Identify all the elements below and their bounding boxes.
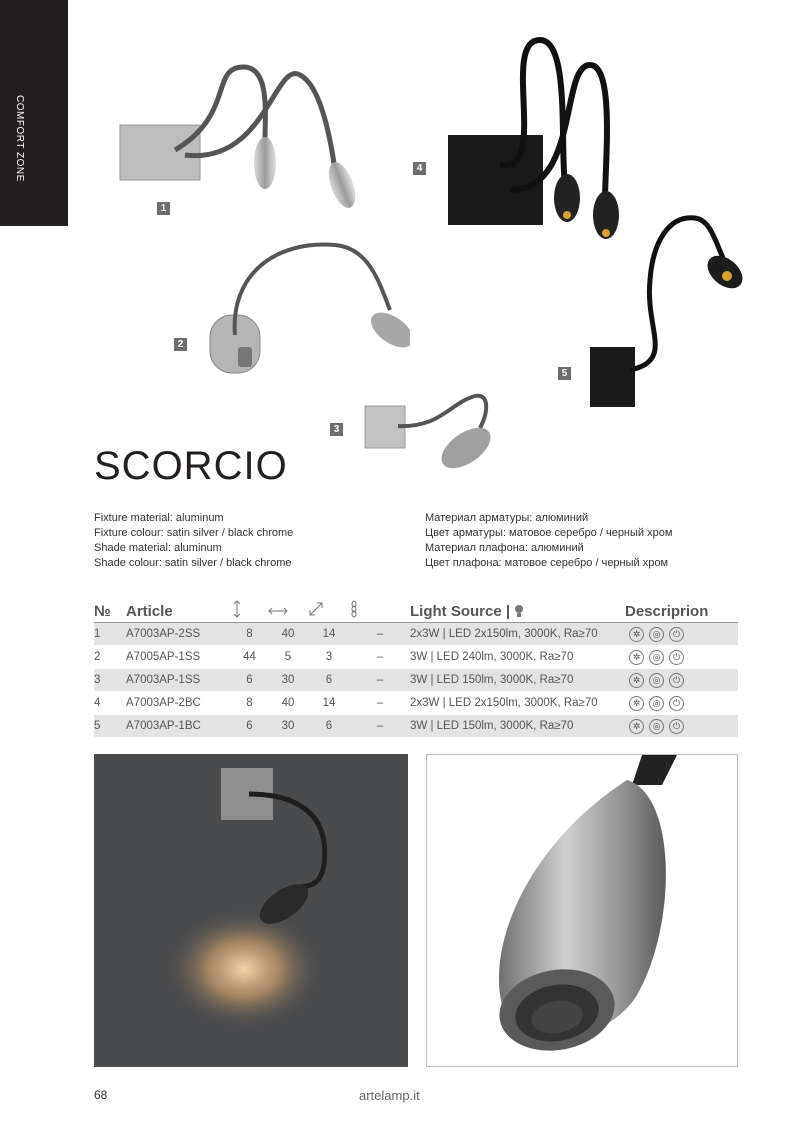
table-row (94, 715, 738, 738)
chain-cell: – (350, 715, 410, 738)
description-icons (625, 692, 738, 715)
table-row (94, 669, 738, 692)
row-number: 1 (94, 623, 126, 646)
product-image-3 (360, 388, 495, 478)
depth-cell: 3 (308, 646, 350, 669)
description-icons (625, 646, 738, 669)
spec-line: Цвет арматуры: матовое серебро / черный хром (425, 527, 673, 539)
depth-cell: 14 (308, 623, 350, 646)
side-tab-label: COMFORT ZONE (14, 95, 25, 182)
led-icon: ✲ (629, 650, 644, 665)
width-cell: 40 (268, 692, 308, 715)
table-row (94, 646, 738, 669)
height-cell: 6 (231, 669, 268, 692)
depth-cell: 6 (308, 669, 350, 692)
width-icon (268, 600, 308, 623)
col-light-source-header: Light Source | (410, 600, 625, 623)
figure-number-3: 3 (330, 423, 343, 436)
led-icon: ✲ (629, 719, 644, 734)
light-source-cell: 2x3W | LED 2x150lm, 3000K, Ra≥70 (410, 692, 625, 715)
chain-icon (350, 600, 410, 623)
description-icons (625, 715, 738, 738)
table-row (94, 623, 738, 646)
power-switch-icon: ⏻ (669, 627, 684, 642)
led-icon: ✲ (629, 696, 644, 711)
figure-number-2: 2 (174, 338, 187, 351)
height-cell: 6 (231, 715, 268, 738)
power-switch-icon: ⏻ (669, 650, 684, 665)
table-row (94, 692, 738, 715)
height-cell: 8 (231, 623, 268, 646)
spec-line: Цвет плафона: матовое серебро / черный хром (425, 557, 669, 569)
width-cell: 5 (268, 646, 308, 669)
height-icon (231, 600, 268, 623)
spec-line: Shade material: aluminum (94, 542, 222, 554)
col-article-header: Article (126, 600, 231, 623)
light-source-cell: 3W | LED 240lm, 3000K, Ra≥70 (410, 646, 625, 669)
description-icons (625, 669, 738, 692)
chain-cell: – (350, 623, 410, 646)
width-cell: 30 (268, 715, 308, 738)
shade-closeup-photo (426, 754, 738, 1067)
figure-number-4: 4 (413, 162, 426, 175)
figure-number-5: 5 (558, 367, 571, 380)
ambient-photo (94, 754, 408, 1067)
side-tab (0, 0, 68, 226)
article-cell: A7003AP-2BC (126, 692, 231, 715)
power-switch-icon: ⏻ (669, 719, 684, 734)
table-header (94, 600, 738, 623)
product-image-2 (205, 235, 410, 375)
row-number: 3 (94, 669, 126, 692)
bulb-icon (514, 604, 524, 618)
depth-cell: 6 (308, 715, 350, 738)
depth-cell: 14 (308, 692, 350, 715)
rotate-icon: ◎ (649, 696, 664, 711)
row-number: 5 (94, 715, 126, 738)
power-switch-icon: ⏻ (669, 696, 684, 711)
width-cell: 30 (268, 669, 308, 692)
rotate-icon: ◎ (649, 650, 664, 665)
chain-cell: – (350, 669, 410, 692)
spec-line: Fixture colour: satin silver / black chrome (94, 527, 294, 539)
specs-english (94, 511, 293, 571)
product-image-5 (585, 210, 745, 410)
product-title: SCORCIO (94, 444, 288, 488)
spec-line: Shade colour: satin silver / black chrome (94, 557, 292, 569)
article-cell: A7005AP-1SS (126, 646, 231, 669)
light-source-cell: 2x3W | LED 2x150lm, 3000K, Ra≥70 (410, 623, 625, 646)
spec-line: Материал плафона: алюминий (425, 542, 584, 554)
row-number: 4 (94, 692, 126, 715)
power-switch-icon: ⏻ (669, 673, 684, 688)
col-number-header: № (94, 600, 126, 623)
rotate-icon: ◎ (649, 673, 664, 688)
specs-russian (425, 511, 672, 571)
rotate-icon: ◎ (649, 627, 664, 642)
article-cell: A7003AP-1SS (126, 669, 231, 692)
col-description-header: Descriprion (625, 600, 738, 623)
light-source-cell: 3W | LED 150lm, 3000K, Ra≥70 (410, 715, 625, 738)
height-cell: 8 (231, 692, 268, 715)
light-source-cell: 3W | LED 150lm, 3000K, Ra≥70 (410, 669, 625, 692)
figure-number-1: 1 (157, 202, 170, 215)
led-icon: ✲ (629, 627, 644, 642)
spec-line: Fixture material: aluminum (94, 512, 224, 524)
width-cell: 40 (268, 623, 308, 646)
article-cell: A7003AP-2SS (126, 623, 231, 646)
website-link[interactable]: artelamp.it (359, 1088, 420, 1103)
diagonal-icon (308, 600, 350, 623)
page-number: 68 (94, 1088, 108, 1102)
height-cell: 44 (231, 646, 268, 669)
led-icon: ✲ (629, 673, 644, 688)
row-number: 2 (94, 646, 126, 669)
rotate-icon: ◎ (649, 719, 664, 734)
chain-cell: – (350, 692, 410, 715)
product-table (94, 600, 738, 738)
article-cell: A7003AP-1BC (126, 715, 231, 738)
chain-cell: – (350, 646, 410, 669)
product-image-1 (115, 55, 365, 215)
spec-line: Материал арматуры: алюминий (425, 512, 589, 524)
description-icons (625, 623, 738, 646)
